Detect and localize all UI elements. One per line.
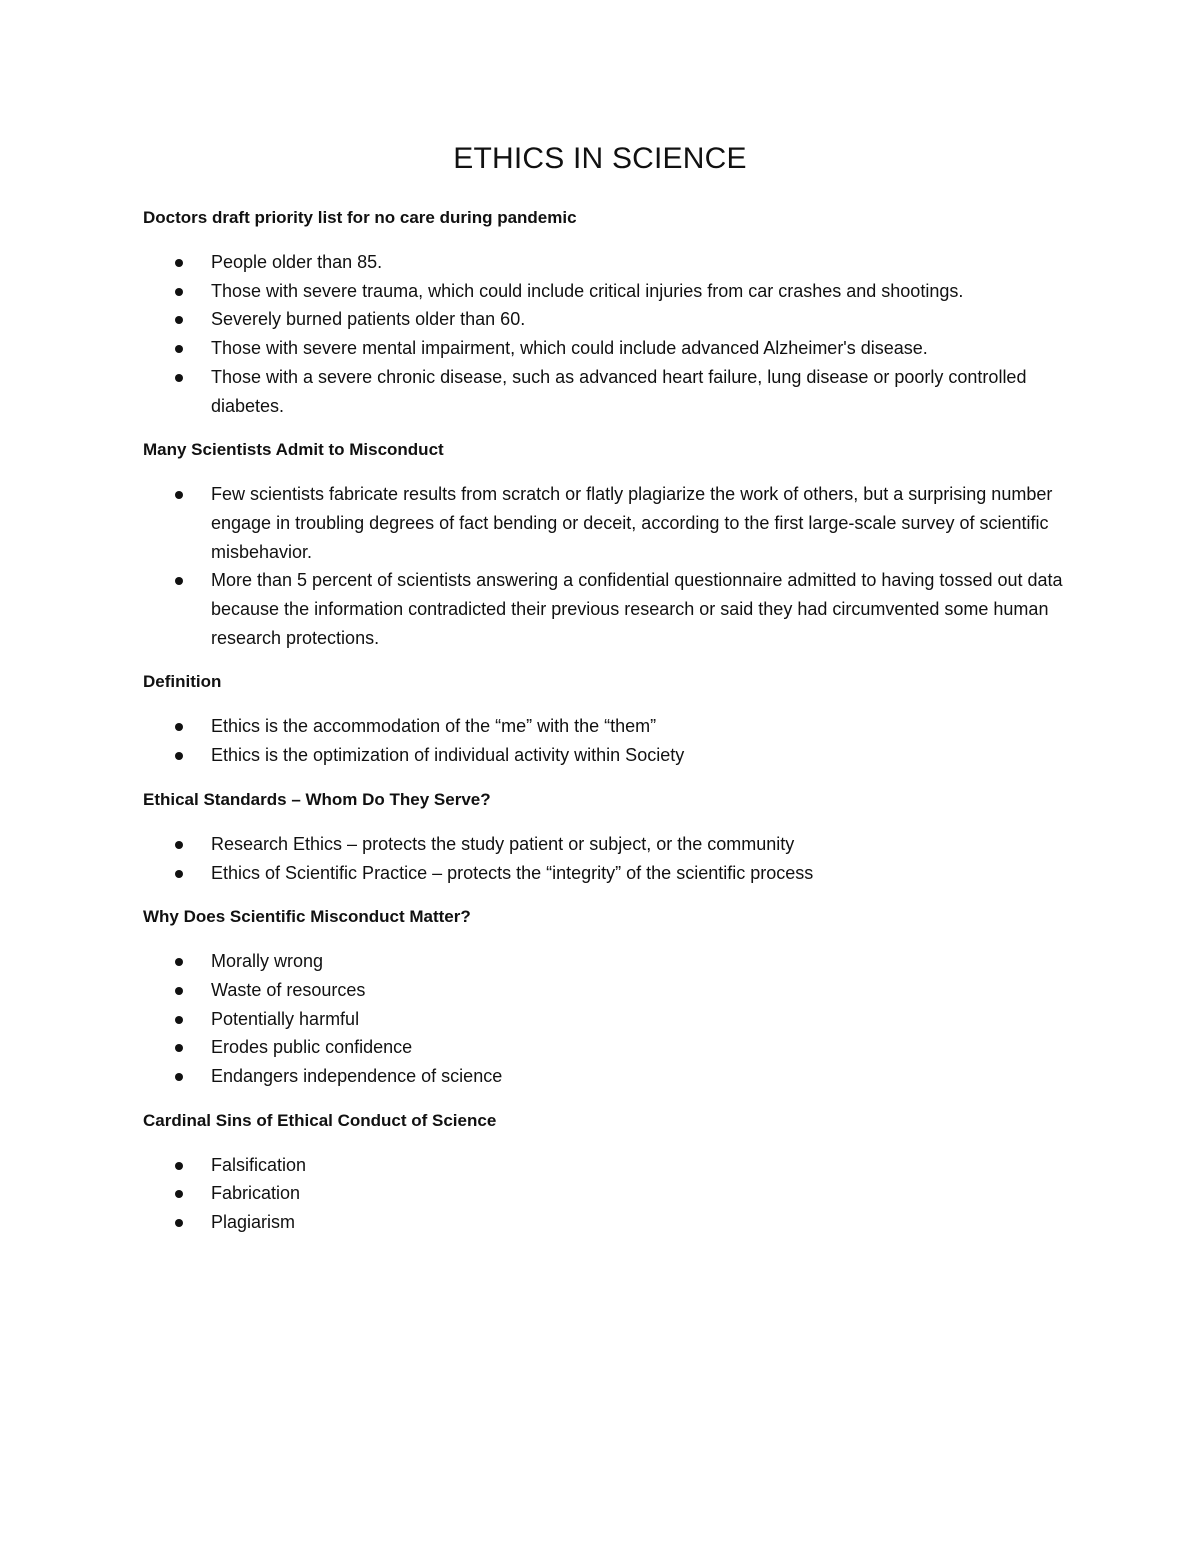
list-item: [143, 1179, 1063, 1208]
list-item-text: Research Ethics – protects the study patient or subject, or the community: [211, 833, 795, 854]
bullet-list: [143, 830, 1063, 887]
list-item: [143, 947, 1063, 976]
bullet-icon: [175, 1073, 183, 1081]
list-item: [143, 1005, 1063, 1034]
bullet-icon: [175, 958, 183, 966]
list-item-text: Those with severe trauma, which could include critical injuries from car crashes and shootings.: [211, 280, 964, 301]
list-item: [143, 363, 1063, 420]
bullet-icon: [175, 374, 183, 382]
bullet-icon: [175, 491, 183, 499]
list-item-text: Those with severe mental impairment, which could include advanced Alzheimer's disease.: [211, 338, 928, 359]
section-heading: Definition: [143, 672, 222, 692]
section-heading: Cardinal Sins of Ethical Conduct of Science: [143, 1110, 497, 1130]
section: [143, 436, 1063, 652]
list-item-text: Ethics is the optimization of individual activity within Society: [211, 745, 685, 766]
list-item-text: Those with a severe chronic disease, such as advanced heart failure, lung disease or poorly controlled diabetes.: [211, 366, 1027, 416]
list-item: [143, 277, 1063, 306]
list-item-text: Plagiarism: [211, 1212, 296, 1233]
bullet-icon: [175, 288, 183, 296]
list-item-text: Few scientists fabricate results from scratch or flatly plagiarize the work of others, but a surprising number engage in troubling degrees of fact bending or deceit, according to the first large-scale survey of scientific misbehavior.: [211, 484, 1053, 562]
bullet-icon: [175, 316, 183, 324]
list-item-text: Ethics is the accommodation of the “me” with the “them”: [211, 716, 657, 737]
list-item: [143, 1033, 1063, 1062]
bullet-icon: [175, 752, 183, 760]
bullet-icon: [175, 1044, 183, 1052]
document-title: ETHICS IN SCIENCE: [453, 142, 747, 175]
bullet-list: [143, 1151, 1063, 1237]
bullet-icon: [175, 870, 183, 878]
bullet-list: [143, 947, 1063, 1091]
list-item: [143, 830, 1063, 859]
list-item: [143, 248, 1063, 277]
bullet-icon: [175, 1162, 183, 1170]
bullet-list: [143, 248, 1063, 420]
section-heading: Doctors draft priority list for no care during pandemic: [143, 208, 577, 227]
bullet-icon: [175, 1190, 183, 1198]
list-item: [143, 1151, 1063, 1180]
section: [143, 668, 1063, 769]
list-item: [143, 859, 1063, 888]
section-heading: Many Scientists Admit to Misconduct: [143, 440, 444, 460]
section: [143, 786, 1063, 887]
list-item-text: More than 5 percent of scientists answering a confidential questionnaire admitted to having tossed out data because the information contradicted their previous research or said they had circumvented some human research protections.: [211, 570, 1063, 648]
list-item-text: Waste of resources: [211, 979, 366, 1000]
bullet-icon: [175, 723, 183, 731]
section-heading: Ethical Standards – Whom Do They Serve?: [143, 789, 491, 809]
bullet-icon: [175, 345, 183, 353]
bullet-icon: [175, 259, 183, 267]
list-item-text: Falsification: [211, 1154, 307, 1175]
list-item: [143, 566, 1063, 652]
section-heading: Why Does Scientific Misconduct Matter?: [143, 907, 471, 927]
list-item-text: Severely burned patients older than 60.: [211, 309, 526, 330]
section: [143, 903, 1063, 1091]
bullet-icon: [175, 841, 183, 849]
list-item-text: Morally wrong: [211, 951, 324, 972]
list-item: [143, 976, 1063, 1005]
bullet-icon: [175, 1016, 183, 1024]
section: [143, 204, 1063, 420]
bullet-icon: [175, 987, 183, 995]
bullet-list: [143, 480, 1063, 652]
list-item: [143, 480, 1063, 566]
list-item-text: Ethics of Scientific Practice – protects the “integrity” of the scientific process: [211, 862, 814, 883]
bullet-list: [143, 712, 1063, 769]
list-item-text: Erodes public confidence: [211, 1037, 413, 1058]
bullet-icon: [175, 1219, 183, 1227]
list-item: [143, 1062, 1063, 1091]
document-body: [143, 204, 1063, 1253]
list-item: [143, 305, 1063, 334]
list-item: [143, 334, 1063, 363]
section: [143, 1107, 1063, 1237]
list-item-text: Endangers independence of science: [211, 1066, 503, 1087]
list-item-text: Fabrication: [211, 1183, 301, 1204]
list-item: [143, 712, 1063, 741]
list-item: [143, 1208, 1063, 1237]
list-item: [143, 741, 1063, 770]
list-item-text: People older than 85.: [211, 252, 383, 272]
list-item-text: Potentially harmful: [211, 1008, 360, 1029]
bullet-icon: [175, 577, 183, 585]
